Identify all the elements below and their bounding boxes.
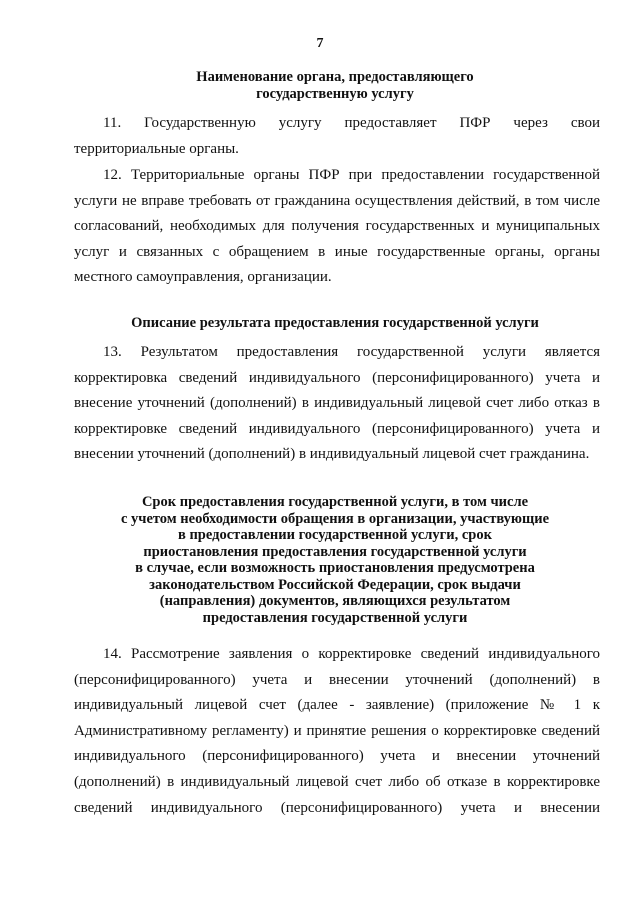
paragraph-line: индивидуальный лицевой счет (далее - заявление) (приложение № 1 к [74,697,600,714]
paragraph-line: внесении уточнений (дополнений) в индивидуальный лицевой счет гражданина. [74,446,590,463]
heading-line: предоставления государственной услуги [202,609,468,626]
paragraph-line: услуг и связанных с обращением в иные государственные органы, органы [74,243,600,260]
paragraph-line: 14. Рассмотрение заявления о корректировке сведений индивидуального [103,646,600,662]
paragraph-12 [74,163,600,291]
paragraph-line: 13. Результатом предоставления государственной услуги является [103,344,600,360]
heading-line: Описание результата предоставления государственной услуги [131,315,539,331]
heading-line: в предоставлении государственной услуги, срок [178,527,492,543]
paragraph-line: услуги не вправе требовать от гражданина осуществления действий, в том числе [74,192,600,209]
heading-line: государственную услугу [256,85,414,102]
paragraph-line: (персонифицированного) учета и внесении уточнений (дополнений) в [74,671,600,688]
paragraph-line: территориальные органы. [74,140,239,157]
heading-line: (направления) документов, являющихся результатом [159,593,511,609]
paragraph-line: 12. Территориальные органы ПФР при предоставлении государственной [103,167,600,183]
section-heading-authority [60,69,610,102]
paragraph-line: индивидуального (персонифицированного) учета и внесении уточнений [74,748,600,765]
section-heading-result [60,315,610,332]
heading-line: законодательством Российской Федерации, срок выдачи [149,576,521,593]
paragraph-line: внесение уточнений (дополнений) в индивидуальный лицевой счет либо отказ в [74,395,600,412]
heading-line: приостановления предоставления государственной услуги [143,543,527,560]
heading-line: Срок предоставления государственной услуги, в том числе [141,494,529,510]
paragraph-line: согласований, необходимых для получения государственных и муниципальных [74,218,600,235]
paragraph-line: корректировка сведений индивидуального (персонифицированного) учета и [74,369,600,386]
paragraph-line: местного самоуправления, организации. [74,269,332,286]
paragraph-line: 11. Государственную услугу предоставляет ПФР через свои [103,115,600,131]
paragraph-line: корректировке сведений индивидуального (персонифицированного) учета и [74,420,600,437]
paragraph-14 [74,642,600,821]
paragraph-line: Административному регламенту) и принятие решения о корректировке сведений [74,722,600,739]
section-heading-term [60,494,610,626]
paragraph-11 [74,111,600,162]
page-number: 7 [316,36,324,51]
heading-line: в случае, если возможность приостановления предусмотрена [135,560,535,576]
heading-line: Наименование органа, предоставляющего [196,69,474,85]
heading-line: с учетом необходимости обращения в организации, участвующие [120,510,550,527]
paragraph-line: сведений индивидуального (персонифицированного) учета и внесении [74,799,600,816]
paragraph-line: (дополнений) в индивидуальный лицевой счет либо об отказе в корректировке [74,773,600,790]
paragraph-13 [74,340,600,468]
